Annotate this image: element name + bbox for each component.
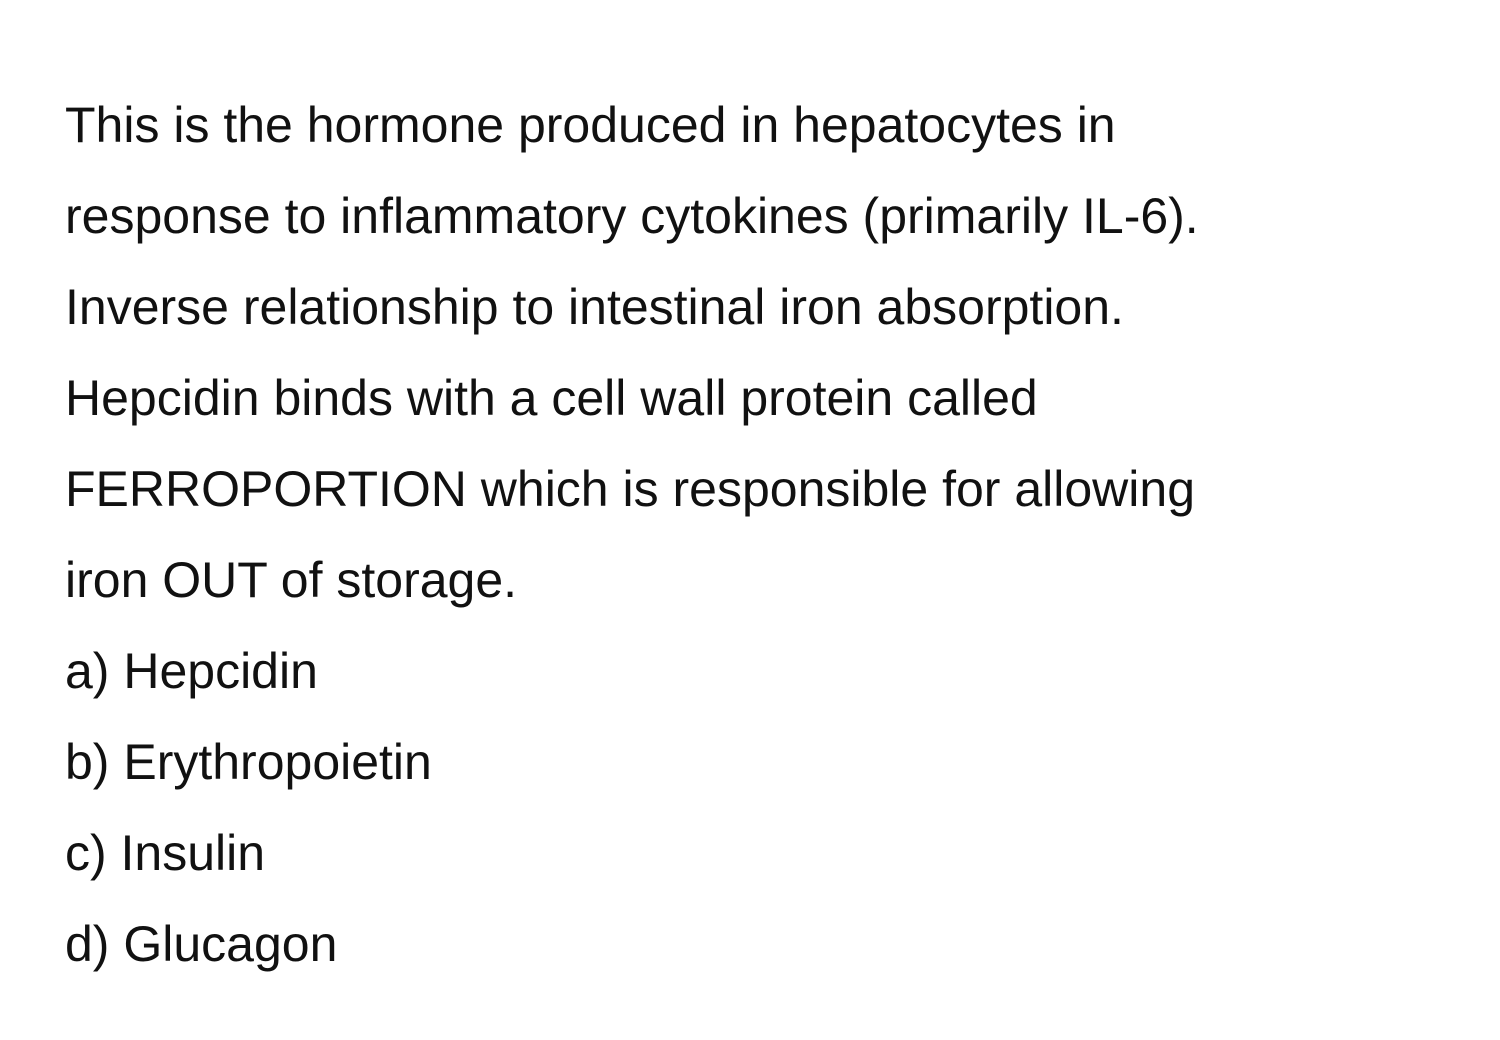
question-line-3: Inverse relationship to intestinal iron absorption.	[65, 279, 1124, 335]
option-c: c) Insulin	[65, 825, 266, 881]
question-line-4: Hepcidin binds with a cell wall protein called	[65, 370, 1038, 426]
question-text	[65, 80, 1465, 626]
question-line-2: response to inflammatory cytokines (primarily IL-6).	[65, 188, 1199, 244]
option-d: d) Glucagon	[65, 916, 338, 972]
question-line-5: FERROPORTION which is responsible for allowing	[65, 461, 1196, 517]
question-line-6: iron OUT of storage.	[65, 552, 518, 608]
option-a: a) Hepcidin	[65, 643, 318, 699]
question-line-1: This is the hormone produced in hepatocytes in	[65, 97, 1116, 153]
answer-options	[65, 626, 1465, 990]
question-card	[65, 80, 1465, 990]
option-b: b) Erythropoietin	[65, 734, 432, 790]
